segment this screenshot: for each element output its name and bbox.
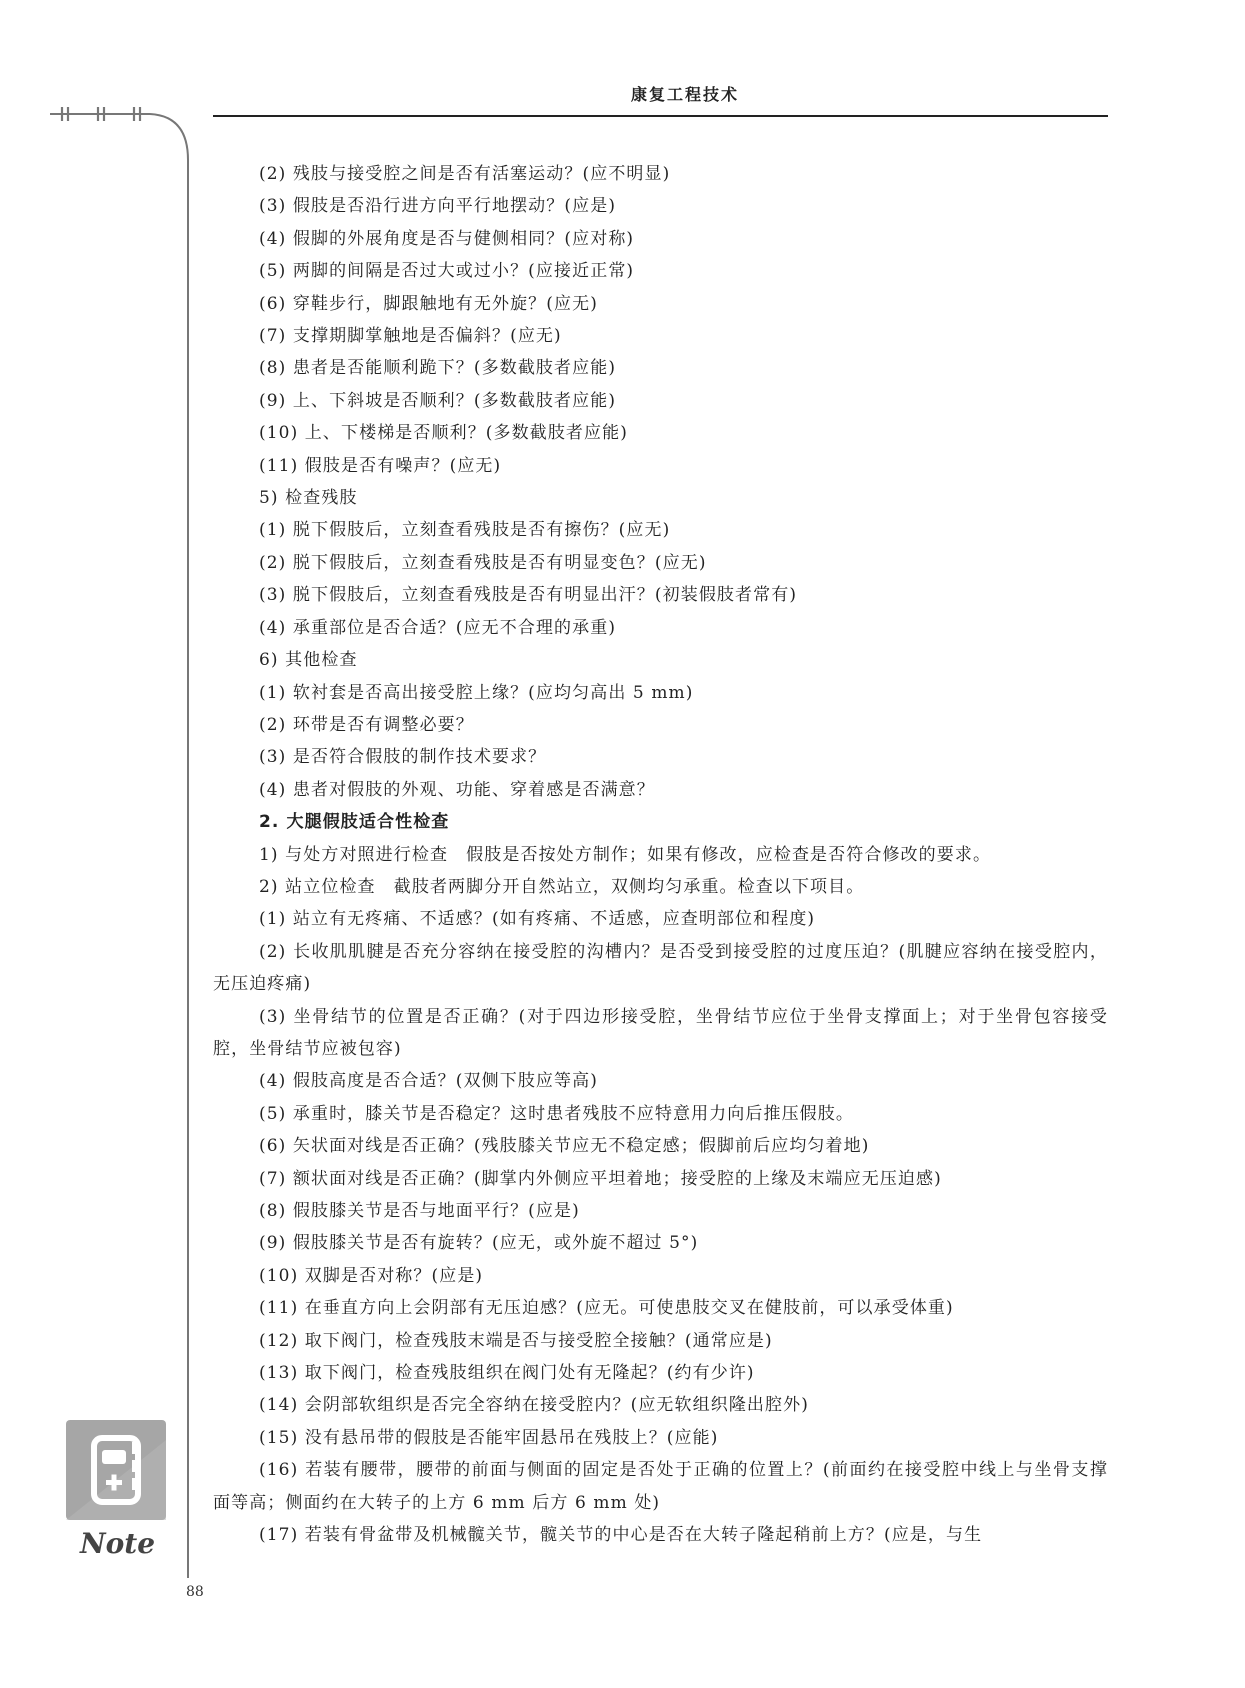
list-item: (1) 站立有无疼痛、不适感？(如有疼痛、不适感，应查明部位和程度) [259, 909, 816, 930]
list-item: (13) 取下阀门，检查残肢组织在阀门处有无隆起？(约有少许) [259, 1363, 755, 1384]
list-item: (2) 环带是否有调整必要？ [259, 714, 474, 735]
list-item: (4) 假脚的外展角度是否与健侧相同？(应对称) [259, 228, 635, 249]
list-item: (2) 脱下假肢后，立刻查看残肢是否有明显变色？(应无) [259, 552, 707, 573]
page-body [213, 158, 1108, 1551]
subsection-heading: 5) 检查残肢 [259, 488, 358, 509]
list-item: (10) 上、下楼梯是否顺利？(多数截肢者应能) [259, 423, 628, 444]
list-item: (14) 会阴部软组织是否完全容纳在接受腔内？(应无软组织隆出腔外) [259, 1395, 809, 1416]
section-title: 2. 大腿假肢适合性检查 [259, 812, 450, 833]
list-item: (2) 残肢与接受腔之间是否有活塞运动？(应不明显) [259, 164, 671, 184]
list-item: (4) 承重部位是否合适？(应无不合理的承重) [259, 617, 617, 638]
list-item: 2) 站立位检查 截肢者两脚分开自然站立，双侧均匀承重。检查以下项目。 [259, 876, 865, 897]
header-rule [213, 115, 1108, 117]
paragraph-item: (3) 坐骨结节的位置是否正确？(对于四边形接受腔，坐骨结节应位于坐骨支撑面上；对于坐骨包容接受腔，坐骨结节应被包容) [213, 1006, 1108, 1059]
list-item: (3) 是否符合假肢的制作技术要求？ [259, 747, 547, 768]
list-item: (3) 脱下假肢后，立刻查看残肢是否有明显出汗？(初装假肢者常有) [259, 585, 798, 606]
list-item: (15) 没有悬吊带的假肢是否能牢固悬吊在残肢上？(应能) [259, 1427, 719, 1448]
list-item: (1) 脱下假肢后，立刻查看残肢是否有擦伤？(应无) [259, 520, 671, 541]
list-item: (9) 上、下斜坡是否顺利？(多数截肢者应能) [259, 390, 617, 411]
list-item: (7) 额状面对线是否正确？(脚掌内外侧应平坦着地；接受腔的上缘及末端应无压迫感) [259, 1168, 942, 1189]
list-item: (10) 双脚是否对称？(应是) [259, 1265, 484, 1286]
note-label: Note [80, 1527, 156, 1560]
list-item: (11) 假肢是否有噪声？(应无) [259, 455, 502, 476]
margin-curve [150, 114, 188, 1578]
list-item: (6) 矢状面对线是否正确？(残肢膝关节应无不稳定感；假脚前后应均匀着地) [259, 1136, 870, 1157]
list-item: (9) 假肢膝关节是否有旋转？(应无，或外旋不超过 5°) [259, 1233, 699, 1254]
list-item: (17) 若装有骨盆带及机械髋关节，髋关节的中心是否在大转子隆起稍前上方？(应是，与生 [259, 1525, 983, 1546]
list-item: (12) 取下阀门，检查残肢末端是否与接受腔全接触？(通常应是) [259, 1330, 773, 1351]
list-item: (3) 假肢是否沿行进方向平行地摆动？(应是) [259, 196, 617, 217]
margin-decoration [0, 0, 200, 1600]
list-item: (8) 假肢膝关节是否与地面平行？(应是) [259, 1201, 580, 1221]
list-item: (11) 在垂直方向上会阴部有无压迫感？(应无。可使患肢交叉在健肢前，可以承受体重) [259, 1298, 954, 1319]
subsection-heading: 6) 其他检查 [259, 650, 358, 671]
list-item: (8) 患者是否能顺利跪下？(多数截肢者应能) [259, 358, 617, 379]
list-item: (7) 支撑期脚掌触地是否偏斜？(应无) [259, 326, 562, 347]
list-item: (5) 两脚的间隔是否过大或过小？(应接近正常) [259, 261, 635, 282]
list-item: (5) 承重时，膝关节是否稳定？这时患者残肢不应特意用力向后推压假肢。 [259, 1103, 854, 1124]
page-number: 88 [186, 1584, 204, 1600]
list-item: (6) 穿鞋步行，脚跟触地有无外旋？(应无) [259, 293, 598, 314]
list-item: (4) 假肢高度是否合适？(双侧下肢应等高) [259, 1071, 598, 1092]
note-badge [66, 1420, 176, 1570]
paragraph-item: (16) 若装有腰带，腰带的前面与侧面的固定是否处于正确的位置上？(前面约在接受腔中线上与坐骨支撑面等高；侧面约在大转子的上方 6 mm 后方 6 mm 处) [213, 1460, 1108, 1513]
running-header-title: 康复工程技术 [630, 85, 739, 104]
paragraph-item: (2) 长收肌肌腱是否充分容纳在接受腔的沟槽内？是否受到接受腔的过度压迫？(肌腱应容纳在接受腔内，无压迫疼痛) [213, 941, 1108, 995]
list-item: (4) 患者对假肢的外观、功能、穿着感是否满意？ [259, 779, 655, 800]
list-item: (1) 软衬套是否高出接受腔上缘？(应均匀高出 5 mm) [259, 682, 694, 703]
list-item: 1) 与处方对照进行检查 假肢是否按处方制作；如果有修改，应检查是否符合修改的要求。 [259, 844, 992, 865]
